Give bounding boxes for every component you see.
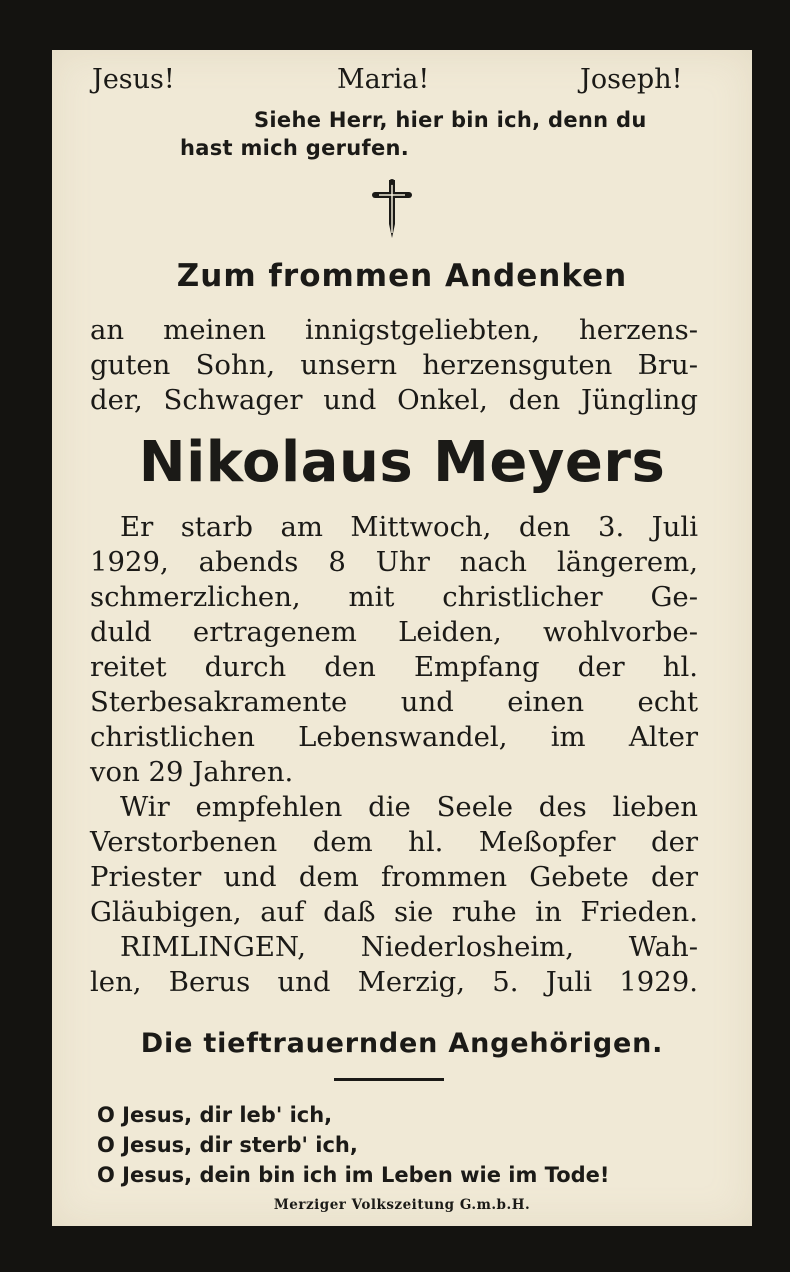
memorial-card <box>52 50 752 1226</box>
body-line: reitet durch den Empfang der hl. <box>90 651 698 683</box>
body-line: Gläubigen, auf daß sie ruhe in Frieden. <box>90 896 698 928</box>
cross-icon <box>370 178 414 242</box>
intro-line: guten Sohn, unsern herzensguten Bru- <box>90 349 698 381</box>
body-line: schmerzlichen, mit christlicher Ge- <box>90 581 698 613</box>
body-line: Wir empfehlen die Seele des lieben <box>120 791 698 823</box>
prayer-block <box>97 1100 610 1190</box>
body-line: christlichen Lebenswandel, im Alter <box>90 721 698 753</box>
body-line: Sterbesakramente und einen echt <box>90 686 698 718</box>
header-name-joseph: Joseph! <box>580 64 683 95</box>
verse-line-1: Siehe Herr, hier bin ich, denn du <box>254 108 647 132</box>
body-line: len, Berus und Merzig, 5. Juli 1929. <box>90 966 698 998</box>
body-line: von 29 Jahren. <box>90 756 294 788</box>
body-line: Priester und dem frommen Gebete der <box>90 861 698 893</box>
prayer-line: O Jesus, dir leb' ich, <box>97 1103 333 1127</box>
body-line: duld ertragenem Leiden, wohlvorbe- <box>90 616 698 648</box>
intro-paragraph <box>90 313 698 418</box>
prayer-line: O Jesus, dir sterb' ich, <box>97 1133 358 1157</box>
body-line: Verstorbenen dem hl. Meßopfer der <box>90 826 698 858</box>
intro-line: an meinen innigstgeliebten, herzens- <box>90 314 698 346</box>
prayer-line: O Jesus, dein bin ich im Leben wie im Tode! <box>97 1163 610 1187</box>
body-line: Er starb am Mittwoch, den 3. Juli <box>120 511 698 543</box>
deceased-name: Nikolaus Meyers <box>138 430 666 495</box>
heading: Zum frommen Andenken <box>176 258 628 294</box>
signature-line: Die tieftrauernden Angehörigen. <box>140 1028 664 1059</box>
verse-line-2: hast mich gerufen. <box>180 136 410 160</box>
body-line: 1929, abends 8 Uhr nach längerem, <box>90 546 698 578</box>
header-name-jesus: Jesus! <box>92 64 175 95</box>
divider <box>334 1078 444 1081</box>
obituary-body <box>90 510 698 1000</box>
intro-line: der, Schwager und Onkel, den Jüngling <box>90 384 698 416</box>
printer-imprint: Merziger Volkszeitung G.m.b.H. <box>273 1197 531 1213</box>
body-line: RIMLINGEN, Niederlosheim, Wah- <box>120 931 698 963</box>
header-name-maria: Maria! <box>337 64 430 95</box>
